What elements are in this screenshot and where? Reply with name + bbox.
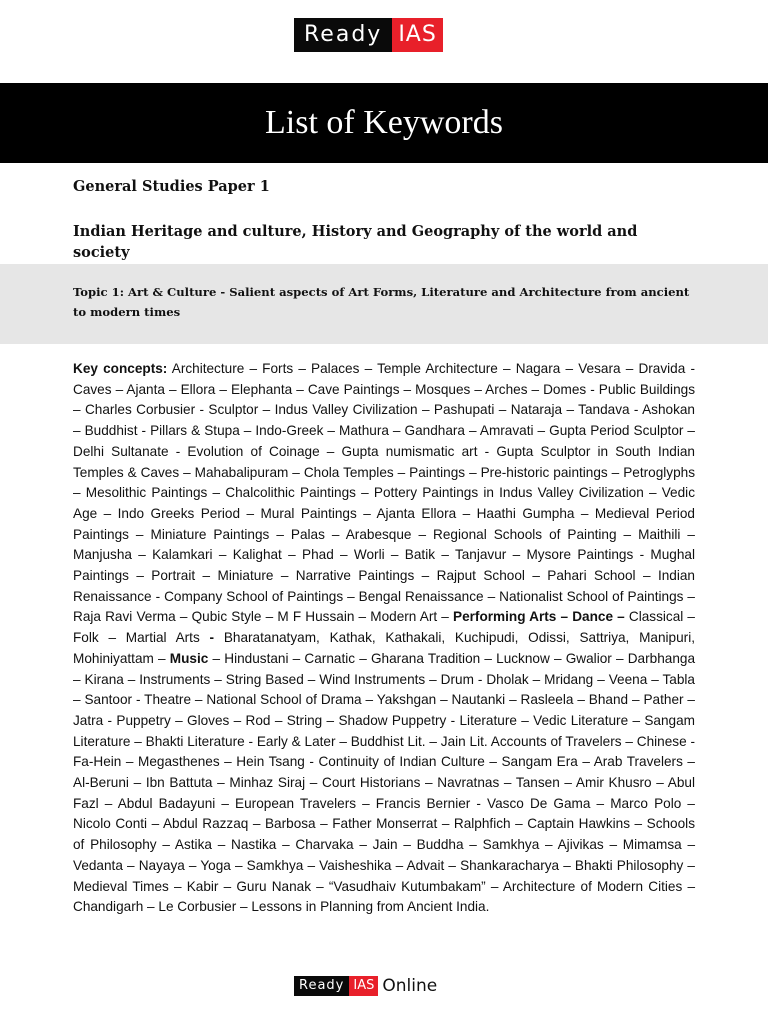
concepts-bold-dash: - — [209, 630, 215, 646]
footer-logo-ready: Ready — [294, 976, 349, 996]
concepts-text-4: – Hindustani – Carnatic – Gharana Tradition – Lucknow – Gwalior – Darbhanga – Kirana – Instruments – String Based – Wind Instruments – Drum - Dholak – Mridang – Veena – Tabla – Santoor - Theatre – National School of Drama – Yakshgan – Nautanki – Rasleela – Bhand – Pather – Jatra - Puppetry – Gloves – Rod – String – Shadow Puppetry - Literature – Vedic Literature – Sangam Literature – Bhakti Literature - Early & Later – Buddhist Lit. – Jain Lit. Accounts of Travelers – Chinese - Fa-Hein – Megasthenes – Hein Tsang - Continuity of Indian Culture – Sangam Era – Arab Travelers – Al-Beruni – Ibn Battuta – Minhaz Siraj – Court Historians – Navratnas – Tansen – Amir Khusro – Abul Fazl – Abdul Badayuni – European Travelers – Francis Bernier - Vasco De Gama – Marco Polo – Nicolo Conti – Abdul Razzaq – Barbosa – Father Monserrat – Ralphfich – Captain Hawkins – Schools of Philosophy – Astika – Nastika – Charvaka – Jain – Buddha – Samkhya – Ajivikas – Mimamsa – Vedanta – Nayaya – Yoga – Samkhya – Vaisheshika – Advait – Shankaracharya – Bhakti Philosophy – Medieval Times – Kabir – Guru Nanak – “Vasudhaiv Kutumbakam” – Architecture of Modern Cities – Chandigarh – Le Corbusier – Lessons in Planning from Ancient India. — [73, 650, 696, 915]
key-concepts-label: Key concepts: — [73, 361, 168, 376]
topic-heading: Topic 1: Art & Culture - Salient aspects of Art Forms, Literature and Architecture from ancient to modern times — [73, 285, 690, 319]
page-title: List of Keywords — [265, 104, 503, 141]
footer-logo — [294, 976, 437, 996]
section-heading: Indian Heritage and culture, History and Geography of the world and society — [73, 223, 638, 261]
footer-logo-online: Online — [382, 976, 438, 996]
concepts-text-1: Architecture – Forts – Palaces – Temple Architecture – Nagara – Vesara – Dravida - Caves – Ajanta – Ellora – Elephanta – Cave Paintings – Mosques – Arches – Domes - Public Buildings – Charles Corbusier - Sculptor – Indus Valley Civilization – Pashupati – Nataraja – Tandava - Ashokan – Buddhist - Pillars & Stupa – Indo-Greek – Mathura – Gandhara – Amravati – Gupta Period Sculptor – Delhi Sultanate - Evolution of Coinage – Gupta numismatic art - Gupta Sculptor in South Indian Temples & Caves – Mahabalipuram – Chola Temples – Paintings – Pre-historic paintings – Petroglyphs – Mesolithic Paintings – Chalcolithic Paintings – Pottery Paintings in Indus Valley Civilization – Vedic Age – Indo Greeks Period – Mural Paintings – Ajanta Ellora – Haathi Gumpha – Medieval Period Paintings – Miniature Paintings – Palas – Arabesque – Regional Schools of Painting – Maithili – Manjusha – Kalamkari – Kalighat – Phad – Worli – Batik – Tanjavur – Mysore Paintings - Mughal Paintings – Portrait – Miniature – Narrative Paintings – Rajput School – Pahari School – Indian Renaissance - Company School of Paintings – Bengal Renaissance – Nationalist School of Paintings – Raja Ravi Verma – Qubic Style – M F Hussain – Modern Art – — [73, 361, 696, 625]
paper-heading: General Studies Paper 1 — [73, 178, 270, 195]
concepts-text-3: Bharatanatyam, Kathak, Kathakali, Kuchipudi, Odissi, Sattriya, Manipuri, Mohiniyattam – — [73, 630, 695, 666]
brand-logo — [294, 18, 443, 52]
concepts-text-2: Classical – Folk – Martial Arts — [73, 609, 695, 646]
logo-ready-text: Ready — [294, 18, 392, 52]
logo-ias-text: IAS — [392, 18, 443, 52]
title-banner — [0, 83, 768, 163]
concepts-bold-performing-arts: Performing Arts – Dance – — [453, 609, 625, 625]
footer-logo-ias: IAS — [349, 976, 378, 996]
concepts-bold-music: Music — [169, 650, 209, 666]
key-concepts-paragraph — [73, 359, 695, 918]
topic-box — [0, 264, 768, 344]
